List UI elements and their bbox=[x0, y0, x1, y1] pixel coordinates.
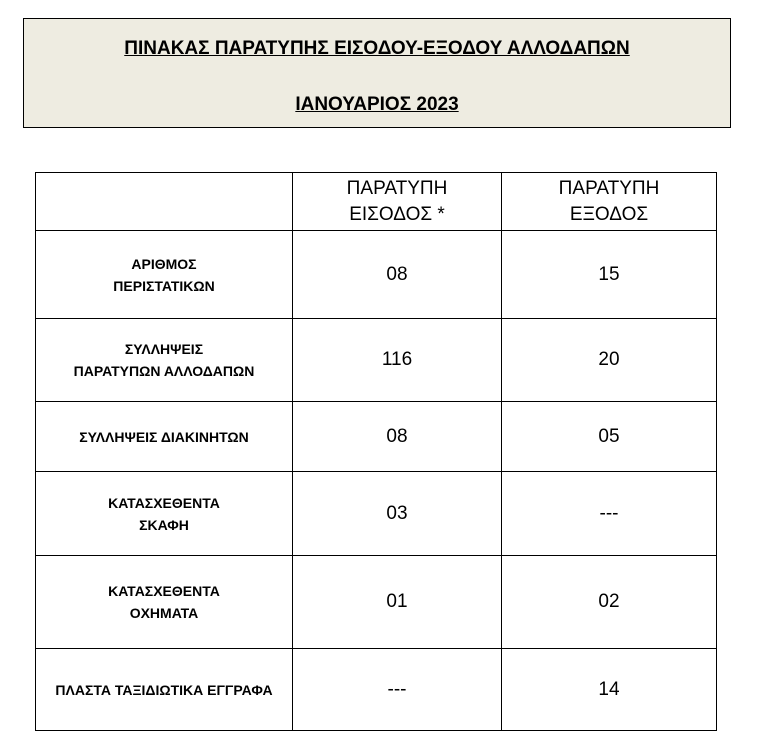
row-label: ΣΥΛΛΗΨΕΙΣ ΠΑΡΑΤΥΠΩΝ ΑΛΛΟΔΑΠΩΝ bbox=[36, 319, 293, 402]
row-label: ΑΡΙΘΜΟΣ ΠΕΡΙΣΤΑΤΙΚΩΝ bbox=[36, 231, 293, 319]
entry-value: 116 bbox=[293, 319, 502, 402]
table-row bbox=[36, 649, 717, 731]
table-row bbox=[36, 402, 717, 472]
report-header bbox=[23, 18, 731, 128]
row-label: ΣΥΛΛΗΨΕΙΣ ΔΙΑΚΙΝΗΤΩΝ bbox=[36, 402, 293, 472]
exit-value: 02 bbox=[502, 556, 717, 649]
row-label: ΚΑΤΑΣΧΕΘΕΝΤΑ ΣΚΑΦΗ bbox=[36, 472, 293, 556]
entry-value: 08 bbox=[293, 231, 502, 319]
row-label: ΚΑΤΑΣΧΕΘΕΝΤΑ ΟΧΗΜΑΤΑ bbox=[36, 556, 293, 649]
table-row bbox=[36, 556, 717, 649]
entry-value: 03 bbox=[293, 472, 502, 556]
entry-value: --- bbox=[293, 649, 502, 731]
statistics-table bbox=[35, 172, 717, 731]
report-title: ΠΙΝΑΚΑΣ ΠΑΡΑΤΥΠΗΣ ΕΙΣΟΔΟΥ-ΕΞΟΔΟΥ ΑΛΛΟΔΑΠΩΝ bbox=[124, 38, 630, 59]
row-label: ΠΛΑΣΤΑ ΤΑΞΙΔΙΩΤΙΚΑ ΕΓΓΡΑΦΑ bbox=[36, 649, 293, 731]
table-header-row bbox=[36, 173, 717, 231]
exit-value: 15 bbox=[502, 231, 717, 319]
header-empty-cell bbox=[36, 173, 293, 231]
table-row bbox=[36, 231, 717, 319]
column-header-entry: ΠΑΡΑΤΥΠΗ ΕΙΣΟΔΟΣ * bbox=[293, 173, 502, 231]
entry-value: 01 bbox=[293, 556, 502, 649]
entry-value: 08 bbox=[293, 402, 502, 472]
exit-value: 05 bbox=[502, 402, 717, 472]
exit-value: 20 bbox=[502, 319, 717, 402]
exit-value: --- bbox=[502, 472, 717, 556]
report-period: ΙΑΝΟΥΑΡΙΟΣ 2023 bbox=[295, 94, 459, 115]
exit-value: 14 bbox=[502, 649, 717, 731]
table-row bbox=[36, 319, 717, 402]
table-row bbox=[36, 472, 717, 556]
column-header-exit: ΠΑΡΑΤΥΠΗ ΕΞΟΔΟΣ bbox=[502, 173, 717, 231]
